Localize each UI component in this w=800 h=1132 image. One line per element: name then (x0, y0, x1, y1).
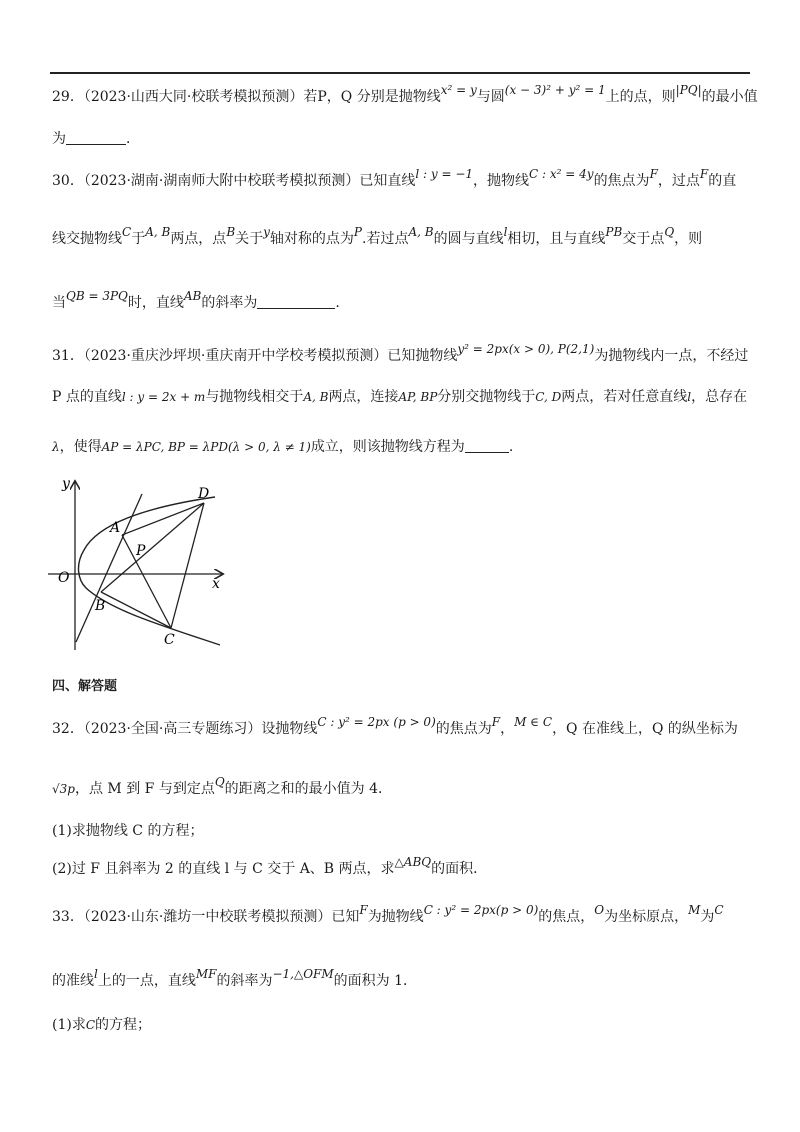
formula: y² = 2px(x > 0), P(2,1) (457, 342, 595, 356)
text: 交于点 (622, 231, 665, 247)
text: ，Q 在准线上，Q 的纵坐标为 (552, 721, 738, 737)
segment-BC (101, 592, 171, 628)
text: 的准线 (52, 973, 94, 989)
text: ，使得 (59, 439, 102, 455)
text: 线交抛物线 (52, 231, 122, 247)
formula: λ (52, 440, 60, 454)
formula: PB (605, 225, 623, 239)
question-number: 30． (52, 173, 84, 189)
text: ，则 (674, 231, 703, 247)
text: ，点 M 到 F 与到定点 (74, 781, 215, 797)
q29-line1 (52, 83, 758, 108)
q31-line3 (52, 436, 754, 458)
text: 两点，若对任意直线 (561, 389, 688, 405)
label-C: C (164, 632, 175, 648)
text: (1)求 (52, 1017, 86, 1033)
text: P 点的直线 (52, 389, 122, 405)
formula: l (687, 390, 692, 404)
text: 的最小值 (701, 89, 758, 105)
formula: F (491, 715, 501, 729)
question-source: （2023·全国·高三专题练习）设抛物线 (83, 721, 318, 737)
text: 上的点，则 (605, 89, 676, 105)
text: P，Q 分别是抛物线 (317, 89, 441, 105)
segment-BD (101, 503, 204, 592)
formula: P (353, 225, 362, 239)
label-P: P (136, 543, 146, 559)
formula: △ABQ (394, 855, 432, 869)
segment-CD (171, 503, 204, 628)
answer-blank (257, 294, 335, 309)
text: 两点，连接 (328, 389, 399, 405)
formula: AB (183, 289, 202, 303)
q31-line1 (52, 342, 754, 367)
text: 相切，且与直线 (507, 231, 606, 247)
formula: AP, BP (398, 390, 438, 404)
answer-blank (465, 438, 509, 453)
text: 为抛物线 (367, 909, 424, 925)
formula: C, D (535, 390, 562, 404)
formula: M ∈ C (514, 715, 553, 729)
text: .若过点 (362, 231, 409, 247)
text: ，抛物线 (473, 173, 530, 189)
text: 轴对称的点为 (269, 231, 354, 247)
question-source: （2023·重庆沙坪坝·重庆南开中学校考模拟预测）已知抛物线 (83, 348, 458, 364)
q33-line1 (52, 903, 754, 928)
text: 为 (52, 131, 66, 147)
q32-line2 (52, 775, 754, 800)
formula: C : y² = 2px(p > 0) (423, 903, 539, 917)
question-number: 33． (52, 909, 84, 925)
q30-line2 (52, 225, 754, 250)
label-D: D (198, 486, 210, 502)
text: 的方程； (95, 1017, 152, 1033)
formula: Q (664, 225, 675, 239)
formula: −1,△OFM (272, 967, 334, 981)
text: 两点，点 (170, 231, 227, 247)
text: 的距离之和的最小值为 4． (224, 781, 393, 797)
text: 于 (131, 231, 146, 247)
question-source: （2023·山东·潍坊一中校联考模拟预测）已知 (83, 909, 360, 925)
text: . (508, 439, 514, 455)
formula: C : y² = 2px (p > 0) (317, 715, 436, 729)
formula: AP = λPC, BP = λPD(λ > 0, λ ≠ 1) (101, 440, 311, 454)
text: 为抛物线内一点，不经过 (594, 348, 749, 364)
question-source: （2023·湖南·湖南师大附中校联考模拟预测）已知直线 (83, 173, 416, 189)
question-number: 31． (52, 348, 84, 364)
text: (2)过 F 且斜率为 2 的直线 l 与 C 交于 A、B 两点，求 (52, 861, 395, 877)
formula: x² = y (440, 83, 477, 97)
parabola-figure (40, 470, 240, 660)
q33-line2 (52, 967, 754, 992)
text: 为 (700, 909, 715, 925)
top-rule (50, 72, 750, 74)
formula: A, B (303, 390, 329, 404)
question-source: （2023·山西大同·校联考模拟预测）若 (83, 89, 318, 105)
q30-line3 (52, 289, 754, 314)
formula: Q (214, 775, 225, 789)
text: 的焦点为 (593, 173, 650, 189)
text: 上的一点，直线 (97, 973, 196, 989)
text: 的斜率为 (216, 973, 273, 989)
text: 分别交抛物线于 (437, 389, 536, 405)
formula: l (94, 967, 98, 981)
text: ，过点 (657, 173, 700, 189)
formula: √3p (52, 782, 75, 796)
label-O: O (58, 570, 70, 586)
text: 的圆与直线 (433, 231, 504, 247)
q32-part2 (52, 855, 754, 880)
text: ，总存在 (691, 389, 748, 405)
formula: F (359, 903, 368, 917)
formula: A, B (145, 225, 171, 239)
formula: l : y = 2x + m (121, 390, 206, 404)
question-number: 32． (52, 721, 84, 737)
formula: QB = 3PQ (66, 289, 128, 303)
segment-AC (122, 535, 171, 628)
formula: C (85, 1018, 96, 1032)
label-y: y (62, 476, 70, 492)
text: 的直 (708, 173, 737, 189)
text: 为坐标原点， (604, 909, 689, 925)
text: ． (126, 131, 140, 147)
text: ， (500, 721, 515, 737)
formula: C (122, 225, 132, 239)
formula: O (594, 903, 605, 917)
text: 的面积． (431, 861, 488, 877)
formula: (x − 3)² + y² = 1 (504, 83, 606, 97)
q29-line2 (52, 128, 754, 150)
label-A: A (110, 520, 121, 536)
formula: A, B (408, 225, 434, 239)
formula: C : x² = 4y (529, 167, 594, 181)
text: 的面积为 1． (333, 973, 418, 989)
formula: C (714, 903, 724, 917)
label-B: B (95, 598, 106, 614)
formula: y (263, 225, 270, 239)
formula: B (226, 225, 236, 239)
text: 关于 (235, 231, 264, 247)
q32-part1: (1)求抛物线 C 的方程； (52, 823, 204, 839)
q32-line1 (52, 715, 754, 740)
question-number: 29． (52, 89, 84, 105)
formula: |PQ| (675, 83, 702, 97)
formula: M (688, 903, 701, 917)
text: 的斜率为 (201, 295, 258, 311)
text: 的焦点， (538, 909, 595, 925)
section-heading: 四、解答题 (52, 679, 118, 694)
text: 与抛物线相交于 (205, 389, 304, 405)
formula: F (649, 167, 658, 181)
formula: l : y = −1 (415, 167, 474, 181)
line-l (76, 494, 142, 642)
formula: MF (195, 967, 217, 981)
text: 时，直线 (127, 295, 184, 311)
q30-line1 (52, 167, 754, 192)
text: 当 (52, 295, 66, 311)
text: . (335, 295, 340, 311)
text: 的焦点为 (435, 721, 492, 737)
text: 与圆 (476, 89, 505, 105)
answer-blank (66, 130, 126, 145)
formula: l (503, 225, 508, 239)
q31-line2 (52, 386, 754, 408)
parabola-curve (78, 497, 220, 645)
text: 成立，则该抛物线方程为 (310, 439, 465, 455)
segment-AD (122, 503, 204, 535)
label-x: x (212, 576, 220, 592)
q33-part1 (52, 1014, 754, 1036)
formula: F (699, 167, 709, 181)
